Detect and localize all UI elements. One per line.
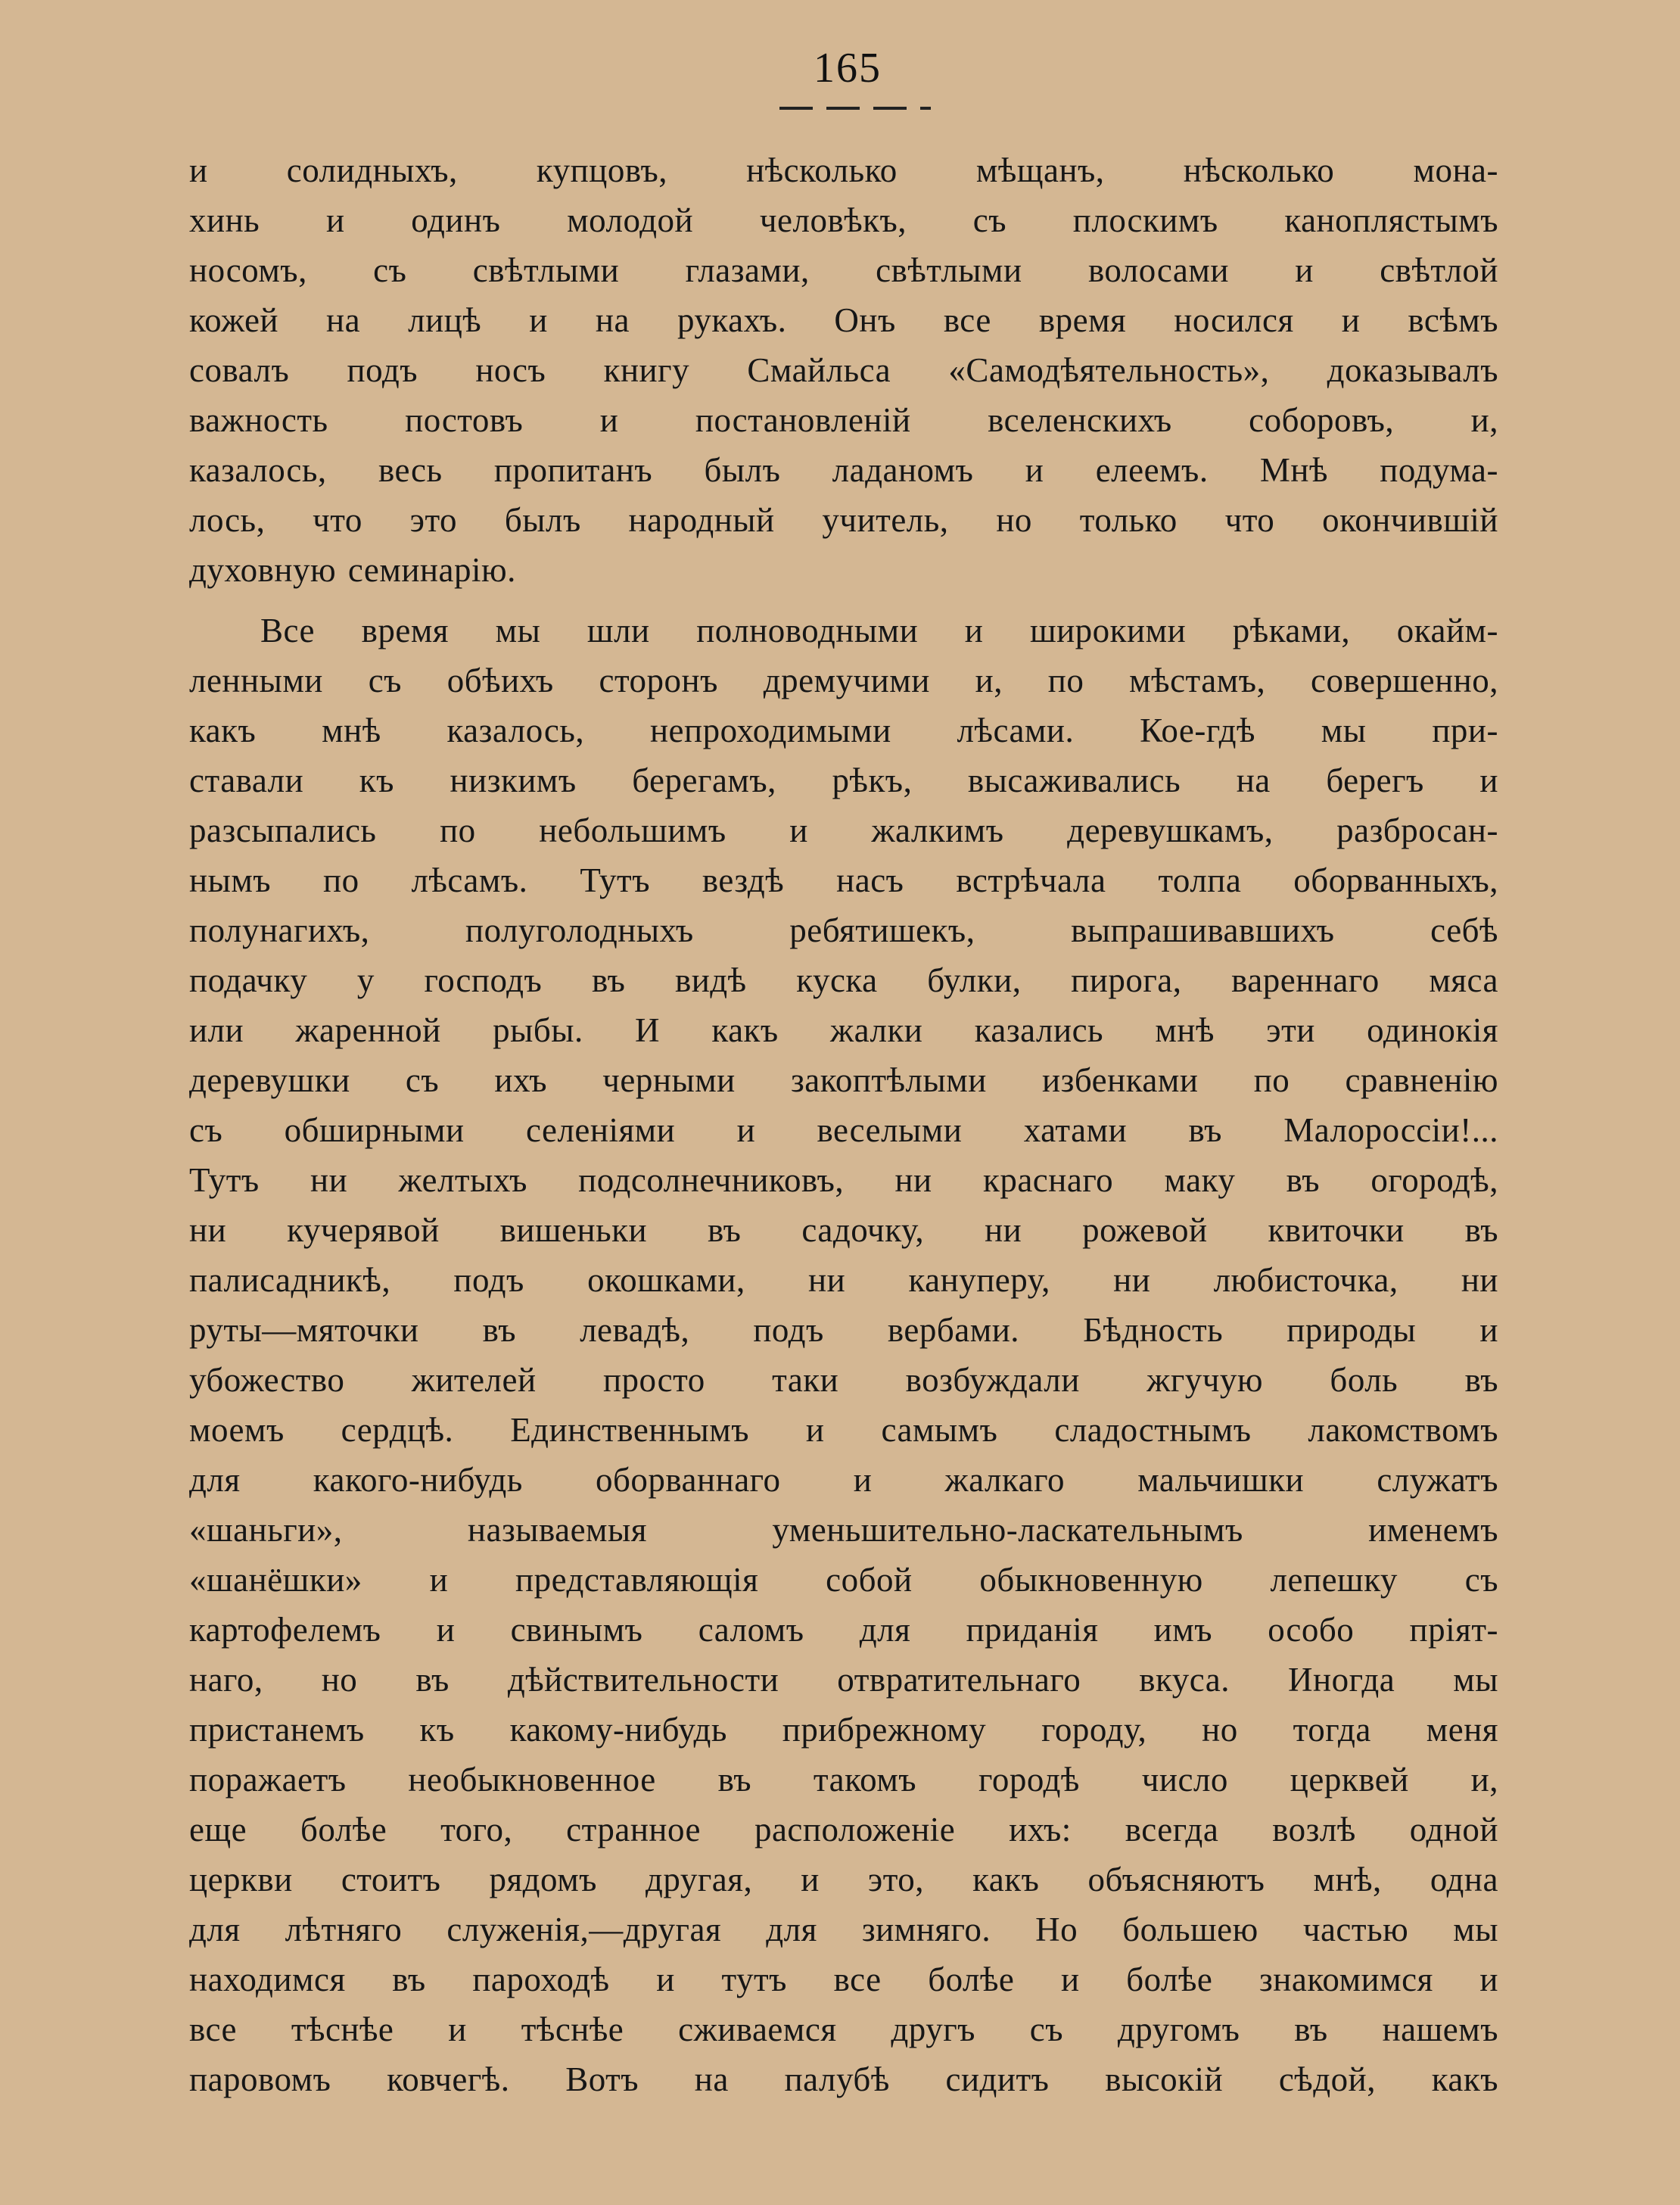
page-number: 165 [814,45,882,92]
paragraph-2 [189,606,1498,2104]
text-line: ставали къ низкимъ берегамъ, рѣкъ, высаживались на берегъ и [189,761,1498,799]
text-line: кожей на лицѣ и на рукахъ. Онъ все время носился и всѣмъ [189,301,1498,339]
text-line: ни кучерявой вишеньки въ садочку, ни рожевой квиточки въ [189,1211,1498,1249]
text-line: важность постовъ и постановленій вселенскихъ соборовъ, и, [189,401,1498,439]
text-line: и солидныхъ, купцовъ, нѣсколько мѣщанъ, нѣсколько мона- [189,151,1498,189]
text-line: пристанемъ къ какому-нибудь прибрежному городу, но тогда меня [189,1711,1498,1749]
text-line: совалъ подъ носъ книгу Смайльса «Самодѣятельность», доказывалъ [189,351,1498,389]
text-line: все тѣснѣе и тѣснѣе сживаемся другъ съ другомъ въ нашемъ [189,2010,1498,2048]
text-line: церкви стоитъ рядомъ другая, и это, какъ объясняютъ мнѣ, одна [189,1861,1498,1898]
text-line: еще болѣе того, странное расположеніе ихъ: всегда возлѣ одной [189,1811,1498,1848]
text-line: деревушки съ ихъ черными закоптѣлыми избенками по сравненію [189,1061,1498,1099]
text-line: паровомъ ковчегѣ. Вотъ на палубѣ сидитъ высокій сѣдой, какъ [189,2060,1498,2098]
text-line: «шаньги», называемыя уменьшительно-ласкательнымъ именемъ [189,1511,1498,1549]
text-line: руты—мяточки въ левадѣ, подъ вербами. Бѣдность природы и [189,1311,1498,1349]
text-line: картофелемъ и свинымъ саломъ для приданія имъ особо пріят- [189,1611,1498,1649]
text-line: убожество жителей просто таки возбуждали жгучую боль въ [189,1361,1498,1399]
text-line: Все время мы шли полноводными и широкими рѣками, окайм- [260,612,1498,649]
text-line: полунагихъ, полуголодныхъ ребятишекъ, выпрашивавшихъ себѣ [189,911,1498,949]
text-line: палисадникѣ, подъ окошками, ни кануперу, ни любисточка, ни [189,1261,1498,1299]
text-line: или жаренной рыбы. И какъ жалки казались мнѣ эти одинокія [189,1011,1498,1049]
text-line: съ обширными селеніями и веселыми хатами въ Малороссіи!... [189,1111,1498,1149]
text-line: лось, что это былъ народный учитель, но только что окончившій [189,501,1498,539]
page-number-underline [779,107,931,110]
text-line: для какого-нибудь оборваннаго и жалкаго мальчишки служатъ [189,1461,1498,1499]
paragraph-spacer [189,595,1498,606]
text-line: моемъ сердцѣ. Единственнымъ и самымъ сладостнымъ лакомствомъ [189,1411,1498,1449]
text-line: наго, но въ дѣйствительности отвратительнаго вкуса. Иногда мы [189,1661,1498,1699]
text-line: духовную семинарію. [189,551,516,589]
text-line: Тутъ ни желтыхъ подсолнечниковъ, ни краснаго маку въ огородѣ, [189,1161,1498,1199]
text-line: какъ мнѣ казалось, непроходимыми лѣсами. Кое-гдѣ мы при- [189,712,1498,749]
text-line: хинь и одинъ молодой человѣкъ, съ плоскимъ каноплястымъ [189,201,1498,239]
text-line: нымъ по лѣсамъ. Тутъ вездѣ насъ встрѣчала толпа оборванныхъ, [189,861,1498,899]
body-text [189,145,1498,2104]
text-line: поражаетъ необыкновенное въ такомъ городѣ число церквей и, [189,1761,1498,1799]
text-line: «шанёшки» и представляющія собой обыкновенную лепешку съ [189,1561,1498,1599]
text-line: находимся въ пароходѣ и тутъ все болѣе и болѣе знакомимся и [189,1961,1498,1998]
text-line: носомъ, съ свѣтлыми глазами, свѣтлыми волосами и свѣтлой [189,251,1498,289]
text-line: подачку у господъ въ видѣ куска булки, пирога, вареннаго мяса [189,961,1498,999]
text-line: для лѣтняго служенія,—другая для зимняго. Но большею частью мы [189,1911,1498,1948]
text-line: казалось, весь пропитанъ былъ ладаномъ и елеемъ. Мнѣ подума- [189,451,1498,489]
text-line: ленными съ обѣихъ сторонъ дремучими и, по мѣстамъ, совершенно, [189,662,1498,699]
paragraph-1 [189,145,1498,595]
text-line: разсыпались по небольшимъ и жалкимъ деревушкамъ, разбросан- [189,811,1498,849]
